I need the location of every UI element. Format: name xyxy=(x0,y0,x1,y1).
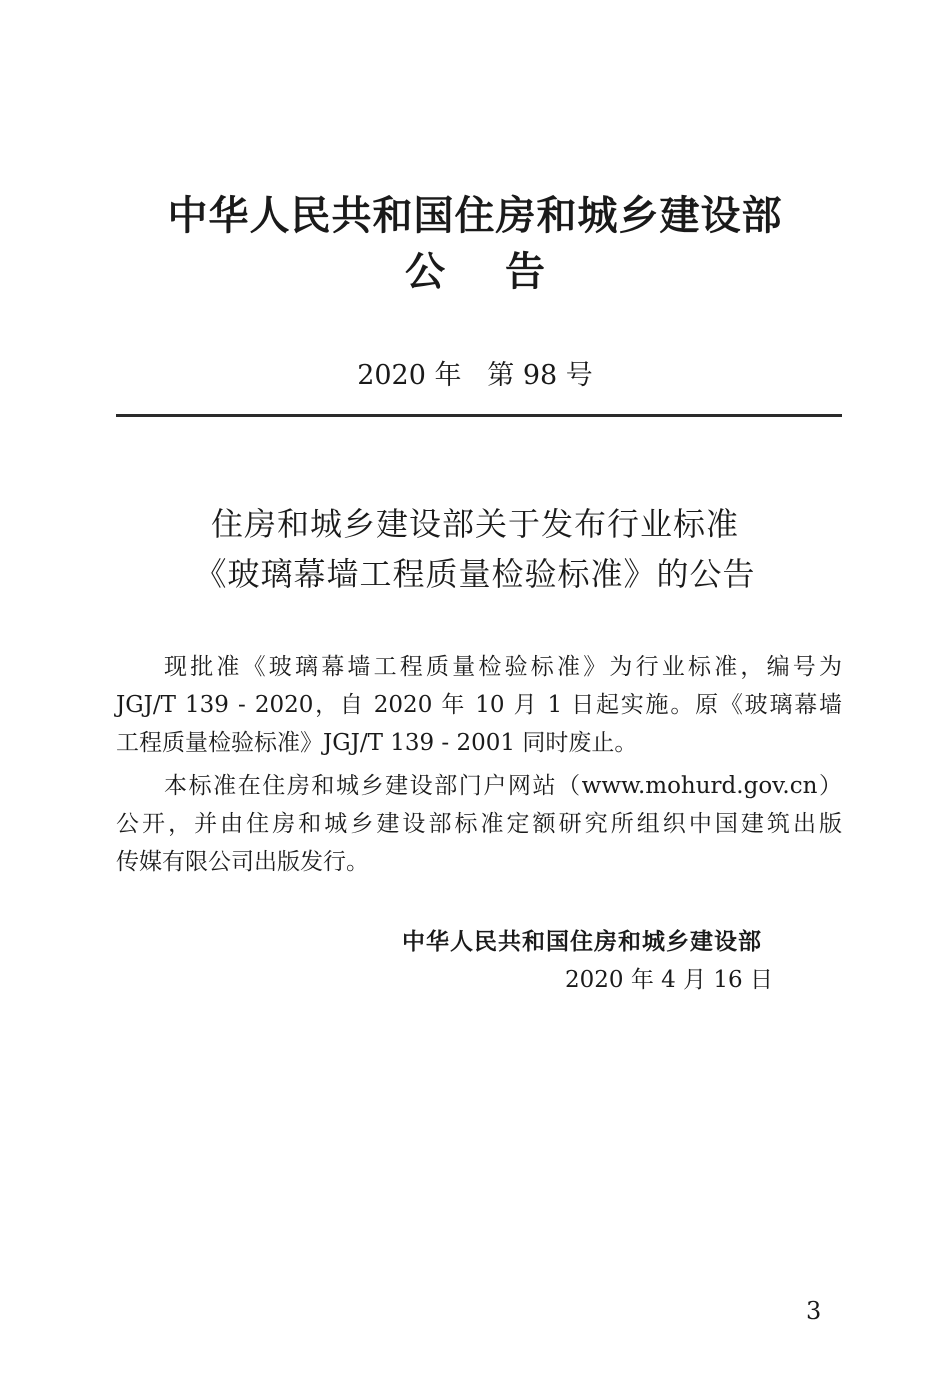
issuer-heading: 中华人民共和国住房和城乡建设部 xyxy=(167,193,783,239)
document-number: 2020 年 第 98 号 xyxy=(357,360,593,391)
body-paragraph-2 xyxy=(116,767,842,881)
document-type-heading: 公告 xyxy=(405,249,605,295)
body-text-line: 工程质量检验标准》JGJ/T 139 - 2001 同时废止。 xyxy=(116,730,638,756)
announcement-title-line-1: 住房和城乡建设部关于发布行业标准 xyxy=(210,505,739,543)
body-text-line: 现批准《玻璃幕墙工程质量检验标准》为行业标准，编号为 xyxy=(164,654,842,680)
body-paragraph-1 xyxy=(116,648,842,762)
body-text-line: 本标准在住房和城乡建设部门户网站（www.mohurd.gov.cn） xyxy=(164,773,842,799)
page-number: 3 xyxy=(806,1297,822,1325)
announcement-title-line-2: 《玻璃幕墙工程质量检验标准》的公告 xyxy=(194,555,756,593)
signature-organization: 中华人民共和国住房和城乡建设部 xyxy=(402,929,762,955)
signature-date: 2020 年 4 月 16 日 xyxy=(565,967,773,993)
header-divider xyxy=(116,414,842,417)
body-text-line: JGJ/T 139 - 2020，自 2020 年 10 月 1 日起实施。原《玻璃幕墙 xyxy=(116,692,842,718)
body-text-line: 传媒有限公司出版发行。 xyxy=(116,849,369,875)
body-text-line: 公开，并由住房和城乡建设部标准定额研究所组织中国建筑出版 xyxy=(116,811,842,837)
